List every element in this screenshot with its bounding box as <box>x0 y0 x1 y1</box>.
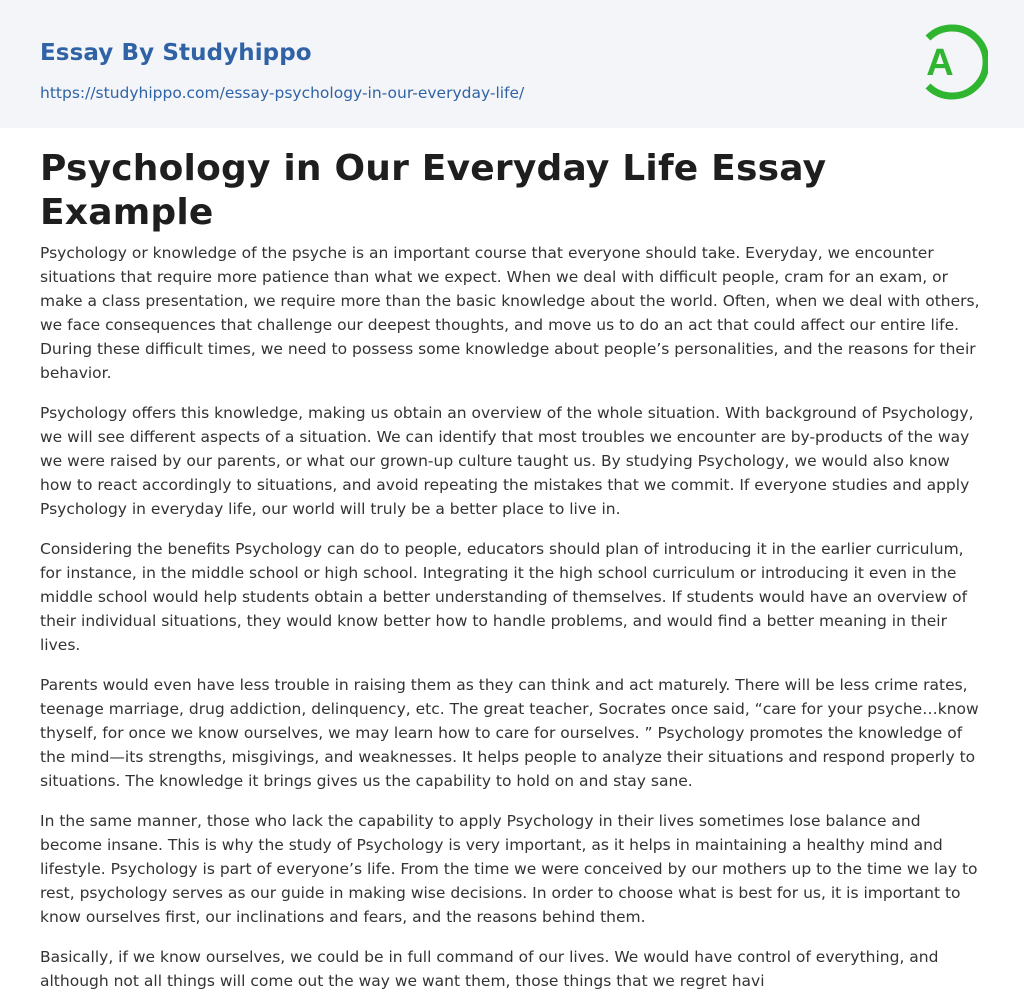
logo-letter: A <box>926 42 954 84</box>
article-paragraph: Psychology offers this knowledge, making us obtain an overview of the whole situation. With background of Psychology, we will see different aspects of a situation. We can identify that most troubles we encounter are by-products of the way we were raised by our parents, or what our grown-up culture taught us. By studying Psychology, we would also know how to react accordingly to situations, and avoid repeating the mistakes that we commit. If everyone studies and apply Psychology in everyday life, our world will truly be a better place to live in. <box>40 404 974 518</box>
article-paragraph: Considering the benefits Psychology can do to people, educators should plan of introducing it in the earlier curriculum, for instance, in the middle school or high school. Integrating it the high school curriculum or introducing it even in the middle school would help students obtain a better understanding of themselves. If students would have an overview of their individual situations, they would know better how to handle problems, and would find a better meaning in their lives. <box>40 540 968 654</box>
article-paragraph: In the same manner, those who lack the capability to apply Psychology in their lives sometimes lose balance and become insane. This is why the study of Psychology is very important, as it helps in maintaining a healthy mind and lifestyle. Psychology is part of everyone’s life. From the time we were conceived by our mothers up to the time we lay to rest, psychology serves as our guide in making wise decisions. In order to choose what is best for us, it is important to know ourselves first, our inclinations and fears, and the reasons behind them. <box>40 812 978 926</box>
site-brand[interactable]: Essay By Studyhippo <box>40 40 312 66</box>
article-url-link[interactable]: https://studyhippo.com/essay-psychology-in-our-everyday-life/ <box>40 84 525 102</box>
article-title: Psychology in Our Everyday Life Essay Example <box>40 148 827 233</box>
article-paragraph: Psychology or knowledge of the psyche is an important course that everyone should take. Everyday, we encounter situations that require more patience than what we expect. When we deal with difficult people, cram for an exam, or make a class presentation, we require more than the basic knowledge about the world. Often, when we deal with others, we face consequences that challenge our deepest thoughts, and move us to do an act that could affect our entire life. During these difficult times, we need to possess some knowledge about people’s personalities, and the reasons for their behavior. <box>40 244 980 382</box>
article-paragraph: Parents would even have less trouble in raising them as they can think and act maturely. There will be less crime rates, teenage marriage, drug addiction, delinquency, etc. The great teacher, Socrates once said, “care for your psyche…know thyself, for once we know ourselves, we may learn how to care for ourselves. ” Psychology promotes the knowledge of the mind—its strengths, misgivings, and weaknesses. It helps people to analyze their situations and respond properly to situations. The knowledge it brings gives us the capability to hold on and stay sane. <box>40 676 979 790</box>
studyhippo-logo-icon[interactable] <box>910 18 988 106</box>
article <box>0 128 1024 993</box>
site-header <box>0 0 1024 128</box>
article-paragraph: Basically, if we know ourselves, we could be in full command of our lives. We would have control of everything, and although not all things will come out the way we want them, those things that we regret havi <box>40 948 939 990</box>
